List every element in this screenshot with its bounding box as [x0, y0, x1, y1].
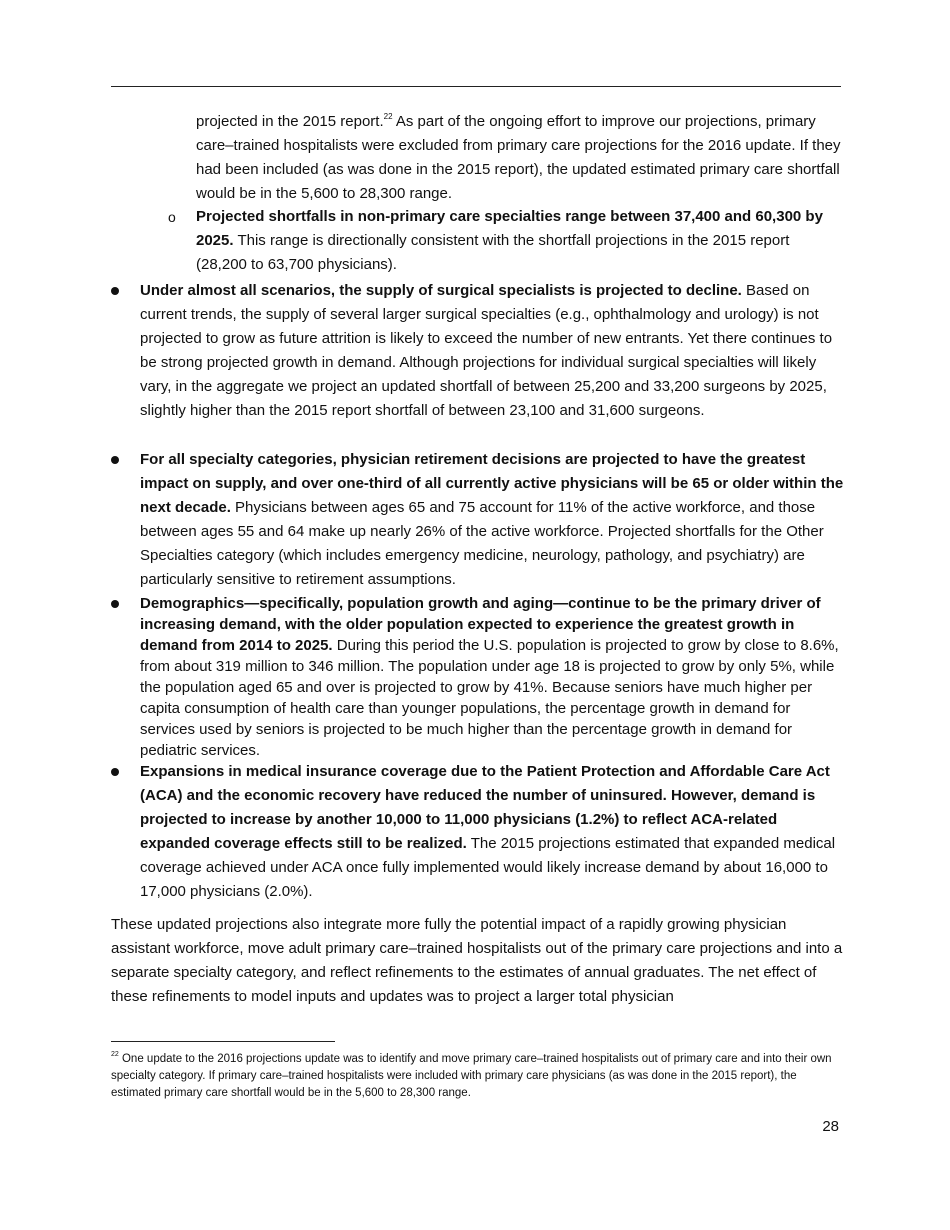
- footnote: [111, 1051, 841, 1102]
- bullet-dot: [111, 600, 119, 608]
- bullet-text: During this period the U.S. population is projected to grow by close to 8.6%, from about 319 million to 346 million. The population under age 18 is projected to grow by only 5%, while the population aged 65 and over is projected to grow by 41%. Because seniors have much higher per capita consumption of health care than younger populations, the percentage growth in demand for services used by seniors is projected to be much higher than the percentage growth in demand for pediatric services.: [140, 637, 839, 759]
- footnote-reference[interactable]: 22: [383, 112, 393, 121]
- bullet-item-insurance-coverage: [140, 760, 844, 904]
- bullet-dot: [111, 768, 119, 776]
- bullet-text: Based on current trends, the supply of several larger surgical specialties (e.g., ophthalmology and urology) is not projected to grow as future attrition is likely to exceed the number of new entrants. Yet there continues to be strong projected growth in demand. Although projections for individual surgical specialties will likely vary, in the aggregate we project an updated shortfall of between 25,200 and 33,200 surgeons by 2025, slightly higher than the 2015 report shortfall of between 23,100 and 31,600 surgeons.: [140, 282, 833, 419]
- sub-bullet-text: This range is directionally consistent with the shortfall projections in the 2015 report (28,200 to 63,700 physicians).: [196, 232, 790, 273]
- bullet-bold: Demographics—specifically, population growth and aging—continue to be the primary driver of increasing demand, with the older population expected to experience the greatest growth in demand from 2014 to 2025.: [140, 595, 821, 654]
- sub-bullet-bold: Projected shortfalls in non-primary care specialties range between 37,400 and 60,300 by 2025.: [196, 208, 823, 249]
- continued-text: projected in the 2015 report.: [196, 113, 384, 130]
- continued-text-rest: As part of the ongoing effort to improve our projections, primary care–trained hospitalists were excluded from primary care projections for the 2016 update. If they had been included (as was done in the 2015 report), the updated estimated primary care shortfall would be in the 5,600 to 28,300 range.: [196, 113, 841, 202]
- bullet-text: Physicians between ages 65 and 75 account for 11% of the active workforce, and those between ages 55 and 64 make up nearly 26% of the active workforce. Projected shortfalls for the Other Specialties category (which includes emergency medicine, neurology, pathology, and psychiatry) are particularly sensitive to retirement assumptions.: [140, 499, 824, 588]
- bullet-text: The 2015 projections estimated that expanded medical coverage achieved under ACA once fully implemented would likely increase demand by about 16,000 to 17,000 physicians (2.0%).: [140, 835, 836, 900]
- sub-bullet-marker: o: [168, 209, 176, 225]
- page-number: 28: [822, 1118, 839, 1135]
- bullet-item-demographics: [140, 593, 844, 761]
- footnote-rule: [111, 1041, 335, 1042]
- footnote-text: One update to the 2016 projections update was to identify and move primary care–trained hospitalists out of primary care and into their own specialty category. If primary care–trained hospitalists were included with primary care physicians (as was done in the 2015 report), the estimated primary care shortfall would be in the 5,600 to 28,300 range.: [111, 1053, 832, 1099]
- bullet-bold: Expansions in medical insurance coverage due to the Patient Protection and Affordable Care Act (ACA) and the economic recovery have reduced the number of uninsured. However, demand is projected to increase by another 10,000 to 11,000 physicians (1.2%) to reflect ACA-related expanded coverage effects still to be realized.: [140, 763, 830, 852]
- bullet-bold: For all specialty categories, physician retirement decisions are projected to have the greatest impact on supply, and over one-third of all currently active physicians will be 65 or older within the next decade.: [140, 451, 844, 516]
- header-rule: [111, 86, 841, 87]
- footnote-number: 22: [111, 1051, 119, 1059]
- closing-paragraph: These updated projections also integrate more fully the potential impact of a rapidly growing physician assistant workforce, move adult primary care–trained hospitalists out of the primary care projections and into a separate specialty category, and reflect refinements to the estimates of annual graduates. The net effect of these refinements to model inputs and updates was to project a larger total physician: [111, 916, 843, 1005]
- bullet-bold: Under almost all scenarios, the supply of surgical specialists is projected to decline.: [140, 282, 742, 299]
- bullet-dot: [111, 287, 119, 295]
- bullet-dot: [111, 456, 119, 464]
- continued-paragraph: [196, 110, 844, 206]
- sub-bullet-item: [196, 205, 844, 277]
- bullet-item-surgical-supply: [140, 279, 844, 423]
- bullet-item-retirement: [140, 448, 844, 592]
